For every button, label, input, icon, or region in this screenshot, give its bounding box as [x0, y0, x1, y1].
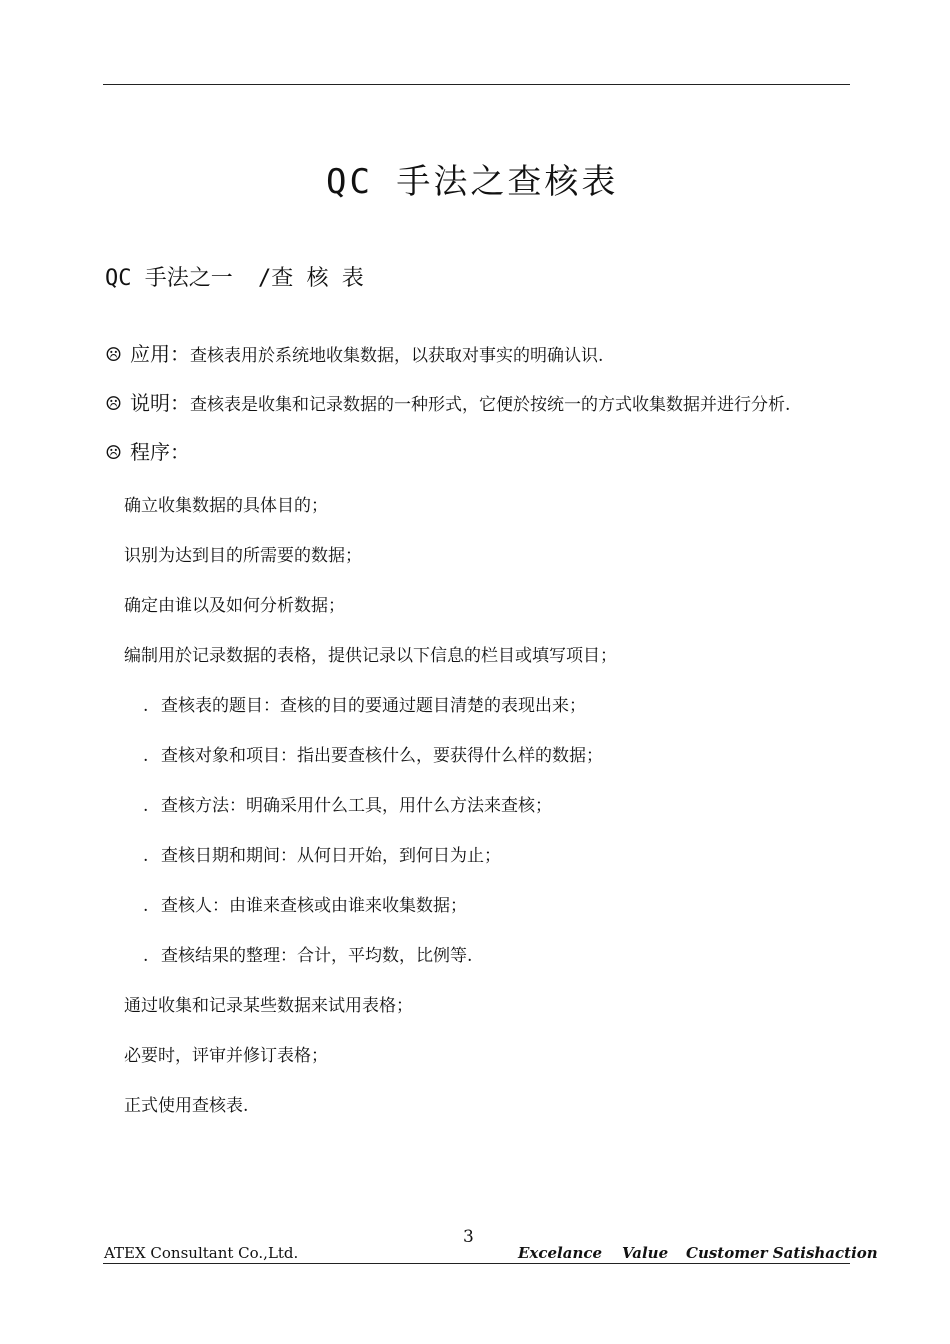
section-label: 程序：	[130, 440, 191, 464]
footer-slogan-excelance: Excelance	[518, 1244, 603, 1262]
sub-bullet: .	[143, 846, 149, 866]
sub-item-text: 查核方法：明确采用什么工具，用什么方法来查核；	[161, 796, 552, 816]
procedure-step: 确立收集数据的具体目的；	[124, 496, 328, 516]
sub-item-text: 查核人：由谁来查核或由谁来收集数据；	[161, 896, 467, 916]
page-title: QC 手法之查核表	[326, 162, 619, 202]
subtitle	[105, 261, 364, 292]
sub-bullet: .	[143, 796, 149, 816]
section-description	[105, 387, 790, 416]
footer-slogan-value: Value	[622, 1244, 669, 1262]
sub-bullet: .	[143, 896, 149, 916]
footer-rule	[103, 1263, 850, 1264]
section-procedure	[105, 436, 190, 465]
subtitle-left: QC 手法之一	[105, 266, 233, 291]
footer-slogan-satisfaction: Customer Satishaction	[686, 1244, 878, 1262]
sub-item-text: 查核表的题目：查核的目的要通过题目清楚的表现出来；	[161, 696, 586, 716]
sub-item	[143, 741, 603, 766]
sub-item-text: 查核对象和项目：指出要查核什么，要获得什么样的数据；	[161, 746, 603, 766]
frown-icon: ☹	[105, 344, 123, 366]
subtitle-right: /查 核 表	[258, 266, 364, 291]
sub-item	[143, 841, 501, 866]
sub-item-text: 查核结果的整理：合计，平均数，比例等.	[161, 946, 473, 966]
section-text: 查核表是收集和记录数据的一种形式，它便於按统一的方式收集数据并进行分析.	[190, 395, 791, 415]
section-application	[105, 338, 603, 367]
sub-item	[143, 791, 552, 816]
frown-icon: ☹	[105, 442, 123, 464]
frown-icon: ☹	[105, 393, 123, 415]
sub-bullet: .	[143, 946, 149, 966]
section-label: 说明：	[130, 391, 191, 415]
sub-bullet: .	[143, 746, 149, 766]
sub-item-text: 查核日期和期间：从何日开始，到何日为止；	[161, 846, 501, 866]
procedure-step: 正式使用查核表.	[124, 1096, 249, 1116]
sub-item	[143, 691, 586, 716]
procedure-step: 必要时，评审并修订表格；	[124, 1046, 328, 1066]
sub-item	[143, 941, 472, 966]
header-rule	[103, 84, 850, 85]
footer-company: ATEX Consultant Co.,Ltd.	[104, 1244, 299, 1262]
sub-item	[143, 891, 467, 916]
procedure-step: 识别为达到目的所需要的数据；	[124, 546, 362, 566]
procedure-step: 确定由谁以及如何分析数据；	[124, 596, 345, 616]
section-label: 应用：	[130, 342, 191, 366]
section-text: 查核表用於系统地收集数据，以获取对事实的明确认识.	[190, 346, 604, 366]
sub-bullet: .	[143, 696, 149, 716]
page-number: 3	[463, 1227, 474, 1247]
procedure-step: 通过收集和记录某些数据来试用表格；	[124, 996, 413, 1016]
procedure-step: 编制用於记录数据的表格，提供记录以下信息的栏目或填写项目；	[124, 646, 617, 666]
